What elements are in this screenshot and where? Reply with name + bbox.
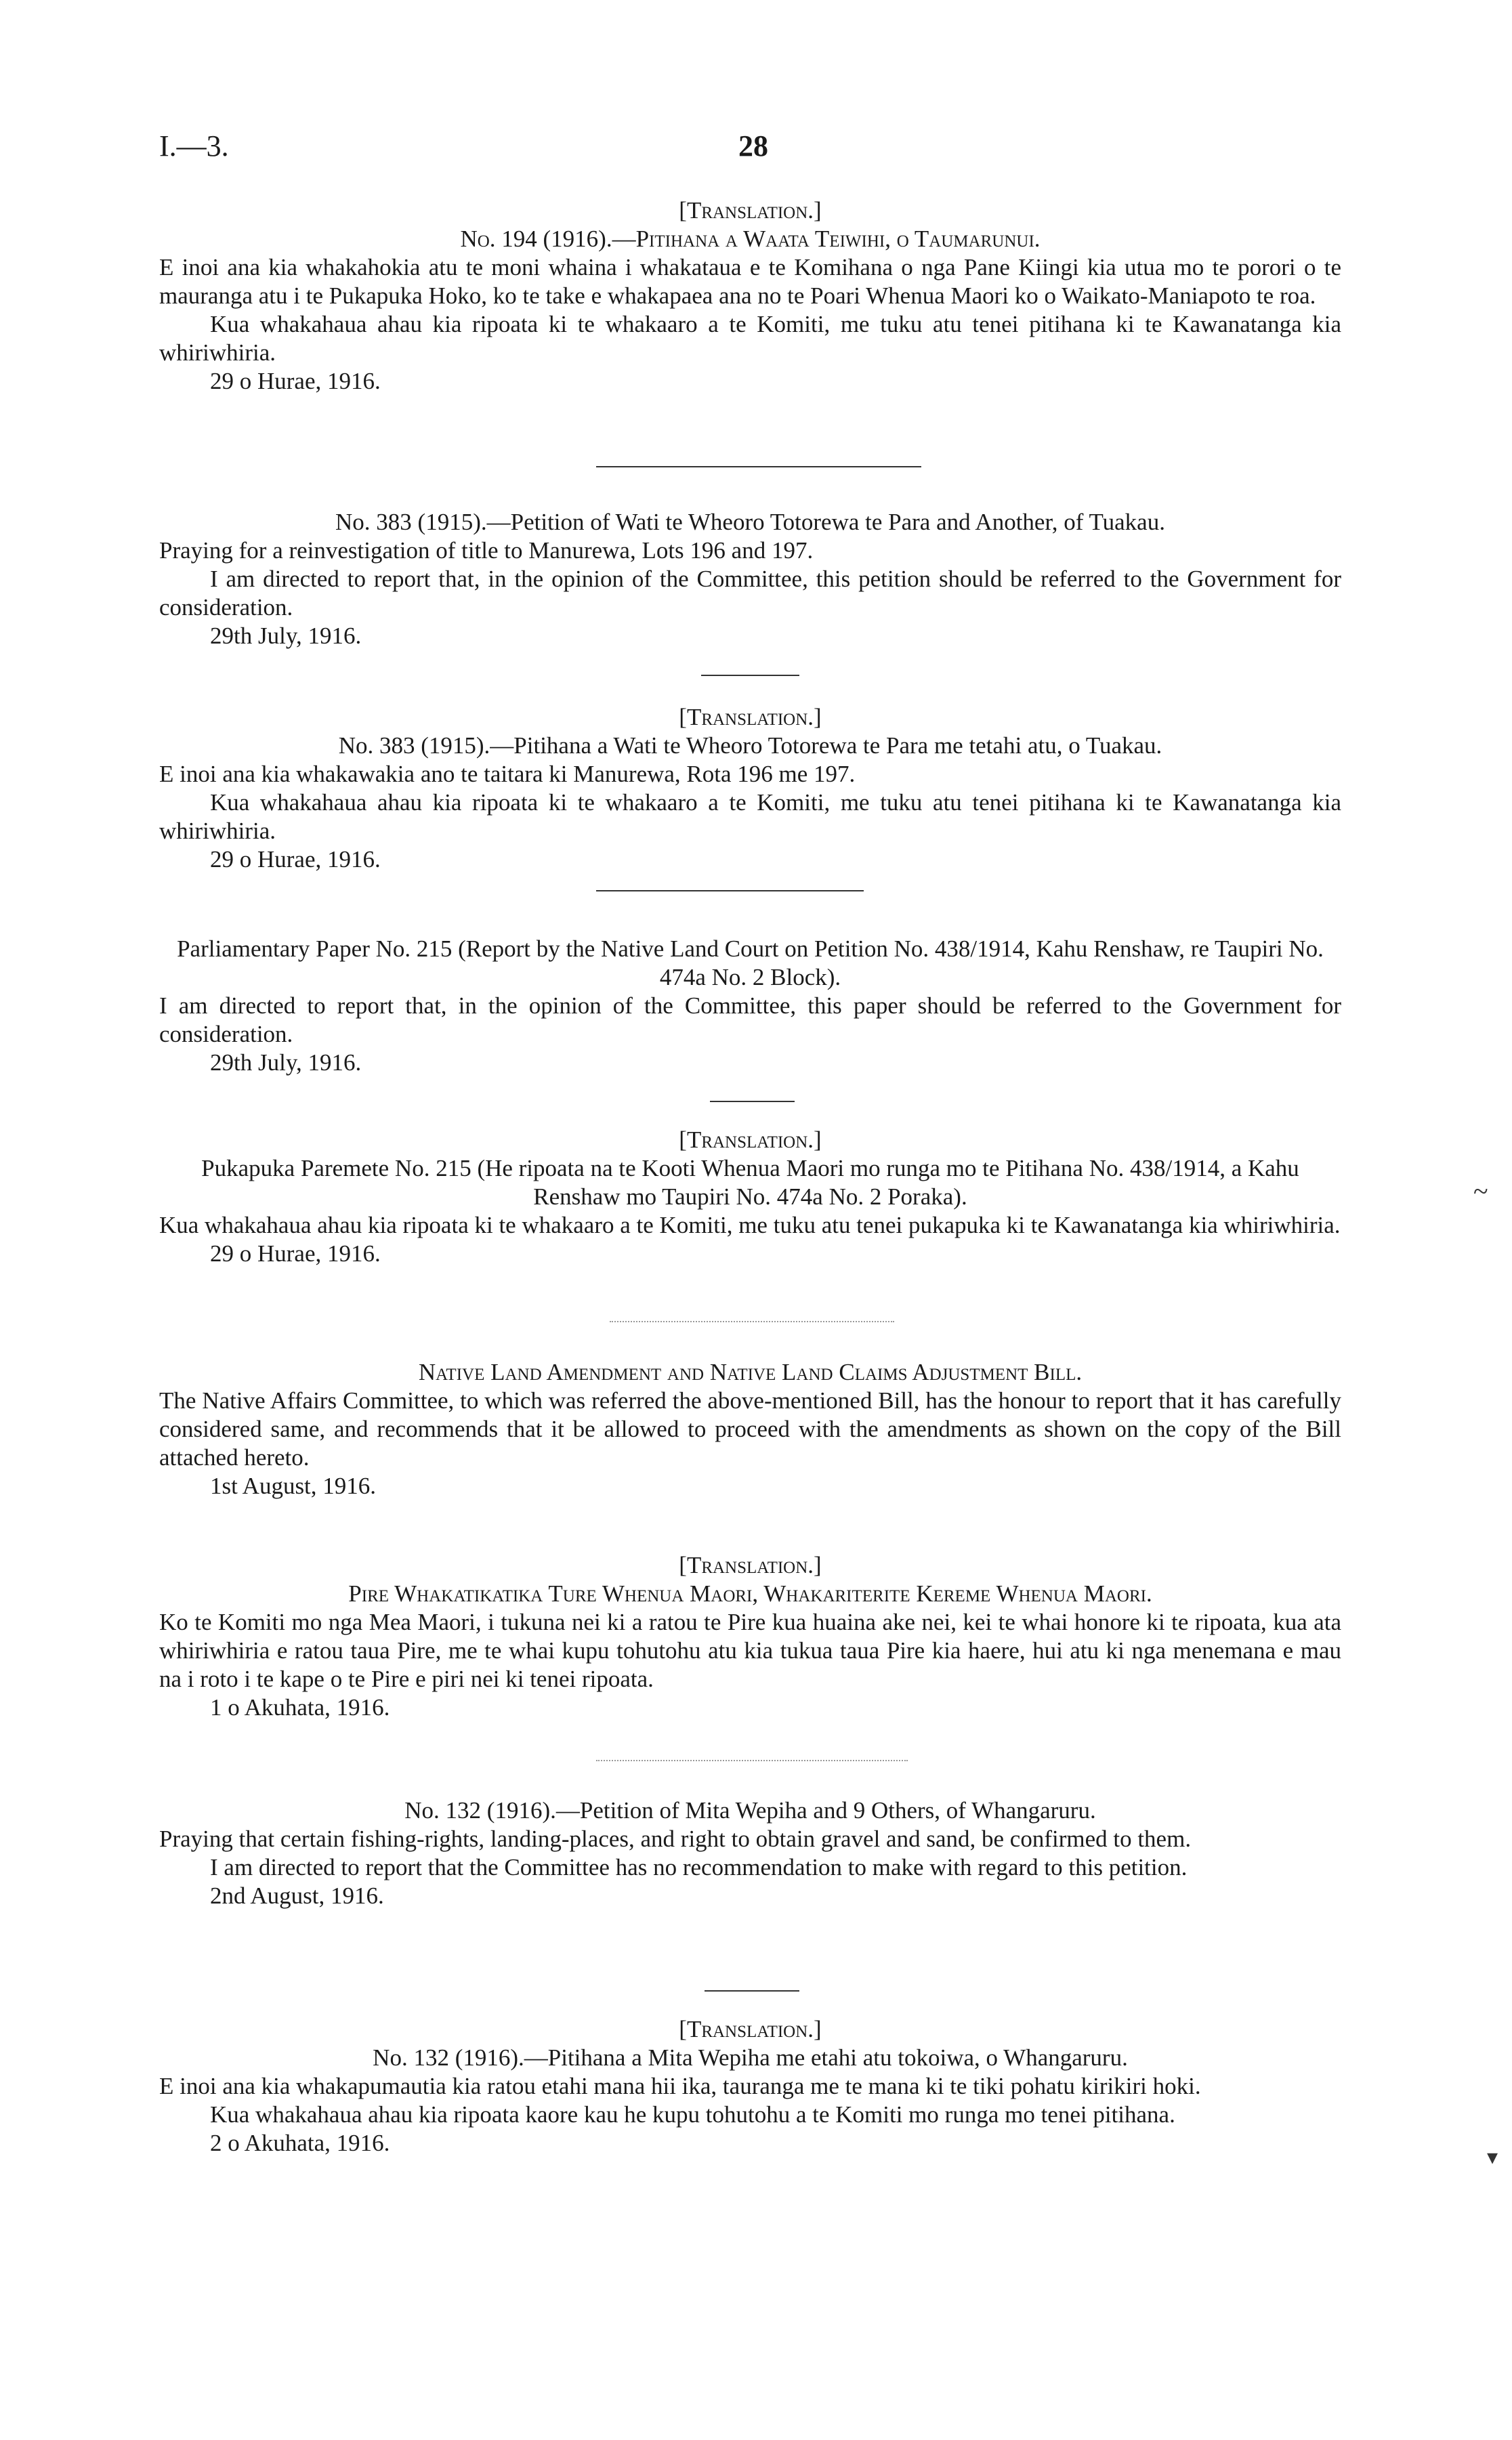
date-line: 2nd August, 1916. xyxy=(210,1882,384,1909)
paragraph: Kua whakahaua ahau kia ripoata ki te whakaaro a te Komiti, me tuku atu tenei pukapuka ki te Kawanatanga kia whiriwhiria. xyxy=(159,1212,1341,1238)
date-line: 1 o Akuhata, 1916. xyxy=(210,1694,390,1721)
paragraph: Kua whakahaua ahau kia ripoata ki te whakaaro a te Komiti, me tuku atu tenei pitihana ki te Kawanatanga kia whiriwhiria. xyxy=(159,311,1341,366)
paragraph: E inoi ana kia whakawakia ano te taitara ki Manurewa, Rota 196 me 197. xyxy=(159,761,856,787)
parliamentary-paper-ref: I.—3. xyxy=(159,129,229,163)
margin-mark-icon: ~ xyxy=(1473,1176,1488,1206)
date-line: 29th July, 1916. xyxy=(210,623,362,649)
date-line: 29 o Hurae, 1916. xyxy=(210,1240,381,1267)
date-line: 2 o Akuhata, 1916. xyxy=(210,2130,390,2156)
section-title: No. 132 (1916).—Pitihana a Mita Wepiha me etahi atu tokoiwa, o Whangaruru. xyxy=(373,2044,1128,2071)
translation-label: [Translation.] xyxy=(679,1127,822,1153)
paragraph: I am directed to report that, in the opinion of the Committee, this petition should be referred to the Government for consideration. xyxy=(159,566,1341,620)
section-divider xyxy=(596,1760,908,1761)
date-line: 1st August, 1916. xyxy=(210,1473,377,1499)
paragraph: E inoi ana kia whakahokia atu te moni whaina i whakataua e te Komihana o nga Pane Kiingi kia utua mo te porori o te mauranga atu i te Pukapuka Hoko, ko te take e whakapaea ana no te Poari Whenua Maori ko o Waikato-Maniapoto te roa. xyxy=(159,254,1341,309)
paragraph: E inoi ana kia whakapumautia kia ratou etahi mana hii ika, tauranga me te mana ki te tiki pohatu kirikiri hoki. xyxy=(159,2073,1201,2099)
page-number: 28 xyxy=(738,129,768,163)
section-title: No. 132 (1916).—Petition of Mita Wepiha and 9 Others, of Whangaruru. xyxy=(404,1797,1096,1824)
section-title: No. 383 (1915).—Pitihana a Wati te Wheoro Totorewa te Para me tetahi atu, o Tuakau. xyxy=(338,732,1162,759)
section-divider xyxy=(610,1321,894,1322)
translation-label: [Translation.] xyxy=(679,197,822,224)
section-native-land-bill-translation xyxy=(159,1551,1341,1722)
date-line: 29 o Hurae, 1916. xyxy=(210,368,381,394)
section-petition-132 xyxy=(159,1796,1341,1910)
translation-label: [Translation.] xyxy=(679,1552,822,1578)
section-parliamentary-paper-215 xyxy=(159,935,1341,1077)
section-divider xyxy=(596,890,864,891)
paragraph: Kua whakahaua ahau kia ripoata kaore kau he kupu tohutohu a te Komiti mo runga mo tenei pitihana. xyxy=(210,2101,1175,2128)
section-title: Native Land Amendment and Native Land Claims Adjustment Bill. xyxy=(418,1359,1083,1385)
section-title: No. 194 (1916).—Pitihana a Waata Teiwihi, o Taumarunui. xyxy=(460,226,1041,252)
page-header xyxy=(159,129,1365,169)
paragraph: The Native Affairs Committee, to which was referred the above-mentioned Bill, has the honour to report that it has carefully considered same, and recommends that it be allowed to proceed with the amendments as shown on the copy of the Bill attached hereto. xyxy=(159,1387,1341,1471)
paragraph: Praying that certain fishing-rights, landing-places, and right to obtain gravel and sand, be confirmed to them. xyxy=(159,1826,1192,1852)
paragraph: I am directed to report that the Committee has no recommendation to make with regard to this petition. xyxy=(210,1854,1188,1880)
margin-arrow-icon: ▾ xyxy=(1487,2145,1498,2169)
paragraph: I am directed to report that, in the opinion of the Committee, this paper should be referred to the Government for consideration. xyxy=(159,992,1341,1047)
translation-label: [Translation.] xyxy=(679,704,822,730)
translation-label: [Translation.] xyxy=(679,2016,822,2042)
section-petition-132-translation xyxy=(159,2015,1341,2158)
section-divider xyxy=(701,675,799,676)
section-divider xyxy=(710,1101,795,1102)
section-petition-383-translation xyxy=(159,703,1341,874)
section-title: Pukapuka Paremete No. 215 (He ripoata na te Kooti Whenua Maori mo runga mo te Pitihana No. 438/1914, a Kahu Renshaw mo Taupiri No. 474a No. 2 Poraka). xyxy=(201,1155,1299,1210)
section-divider xyxy=(596,466,921,467)
section-native-land-bill xyxy=(159,1358,1341,1500)
section-title: Pire Whakatikatika Ture Whenua Maori, Whakariterite Kereme Whenua Maori. xyxy=(348,1580,1152,1607)
section-divider xyxy=(705,1990,799,1992)
paragraph: Ko te Komiti mo nga Mea Maori, i tukuna nei ki a ratou te Pire kua huaina ake nei, kei te whai honore ki te ripoata, kua ata whiriwhiria e ratou taua Pire, me te whai kupu tohutohu atu kia tukua taua Pire kia haere, hui atu ki nga menemana e mau na i roto i te kape o te Pire e piri nei ki tenei ripoata. xyxy=(159,1609,1341,1692)
date-line: 29th July, 1916. xyxy=(210,1049,362,1076)
section-title: Parliamentary Paper No. 215 (Report by the Native Land Court on Petition No. 438/1914, Kahu Renshaw, re Taupiri No. 474a No. 2 Block). xyxy=(177,935,1324,990)
section-paper-215-translation xyxy=(159,1126,1341,1268)
paragraph: Praying for a reinvestigation of title to Manurewa, Lots 196 and 197. xyxy=(159,537,814,564)
section-petition-194-translation xyxy=(159,196,1341,396)
section-petition-383 xyxy=(159,508,1341,650)
date-line: 29 o Hurae, 1916. xyxy=(210,846,381,872)
section-title: No. 383 (1915).—Petition of Wati te Wheoro Totorewa te Para and Another, of Tuakau. xyxy=(335,509,1165,535)
paragraph: Kua whakahaua ahau kia ripoata ki te whakaaro a te Komiti, me tuku atu tenei pitihana ki te Kawanatanga kia whiriwhiria. xyxy=(159,789,1341,844)
